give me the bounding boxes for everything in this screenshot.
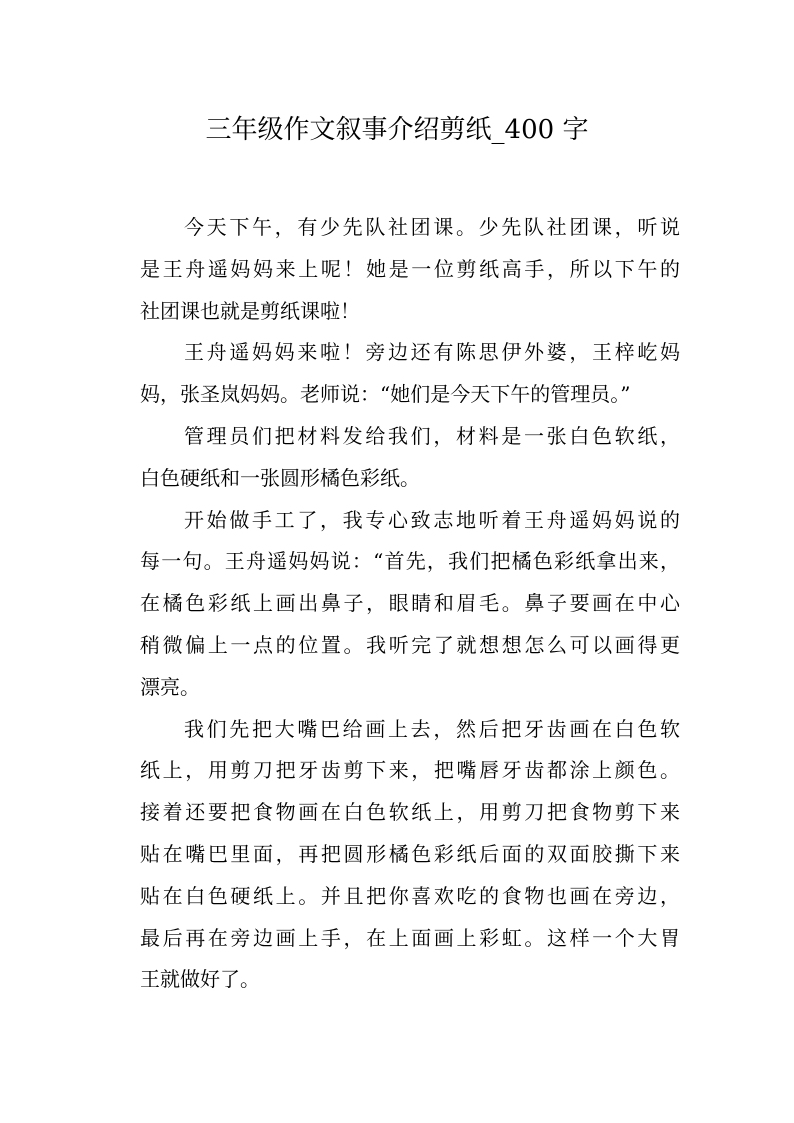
paragraph-line: 漂亮。 xyxy=(140,674,200,699)
paragraph-line: 稍微偏上一点的位置。我听完了就想想怎么可以画得更 xyxy=(140,632,680,657)
paragraph-line: 管理员们把材料发给我们，材料是一张白色软纸， xyxy=(184,423,680,448)
paragraph-2 xyxy=(140,332,680,416)
paragraph-line: 贴在嘴巴里面，再把圆形橘色彩纸后面的双面胶撕下来 xyxy=(140,841,680,866)
paragraph-line: 今天下午，有少先队社团课。少先队社团课，听说 xyxy=(184,215,680,239)
paragraph-line: 白色硬纸和一张圆形橘色彩纸。 xyxy=(140,465,420,490)
document-title: 三年级作文叙事介绍剪纸_400 字 xyxy=(205,115,589,145)
paragraph-line: 纸上，用剪刀把牙齿剪下来，把嘴唇牙齿都涂上颜色。 xyxy=(140,758,680,783)
paragraph-line: 最后再在旁边画上手，在上面画上彩虹。这样一个大胃 xyxy=(140,925,680,950)
paragraph-line: 王就做好了。 xyxy=(140,967,260,992)
paragraph-line: 妈，张圣岚妈妈。老师说：“她们是今天下午的管理员。” xyxy=(140,382,631,407)
paragraph-3 xyxy=(140,416,680,500)
paragraph-line: 我们先把大嘴巴给画上去，然后把牙齿画在白色软 xyxy=(184,716,680,741)
paragraph-4 xyxy=(140,500,680,709)
paragraph-line: 每一句。王舟遥妈妈说：“首先，我们把橘色彩纸拿出来， xyxy=(140,549,680,574)
paragraph-line: 是王舟遥妈妈来上呢！她是一位剪纸高手，所以下午的 xyxy=(140,256,680,281)
paragraph-1 xyxy=(140,207,680,332)
paragraph-line: 王舟遥妈妈来啦！旁边还有陈思伊外婆，王梓屹妈 xyxy=(184,340,680,365)
paragraph-line: 接着还要把食物画在白色软纸上，用剪刀把食物剪下来 xyxy=(140,800,680,825)
document-body xyxy=(140,207,680,1001)
paragraph-line: 贴在白色硬纸上。并且把你喜欢吃的食物也画在旁边， xyxy=(140,883,680,908)
paragraph-line: 社团课也就是剪纸课啦！ xyxy=(140,298,360,323)
paragraph-line: 开始做手工了，我专心致志地听着王舟遥妈妈说的 xyxy=(184,507,680,532)
paragraph-line: 在橘色彩纸上画出鼻子，眼睛和眉毛。鼻子要画在中心 xyxy=(140,591,680,616)
paragraph-5 xyxy=(140,709,680,1002)
